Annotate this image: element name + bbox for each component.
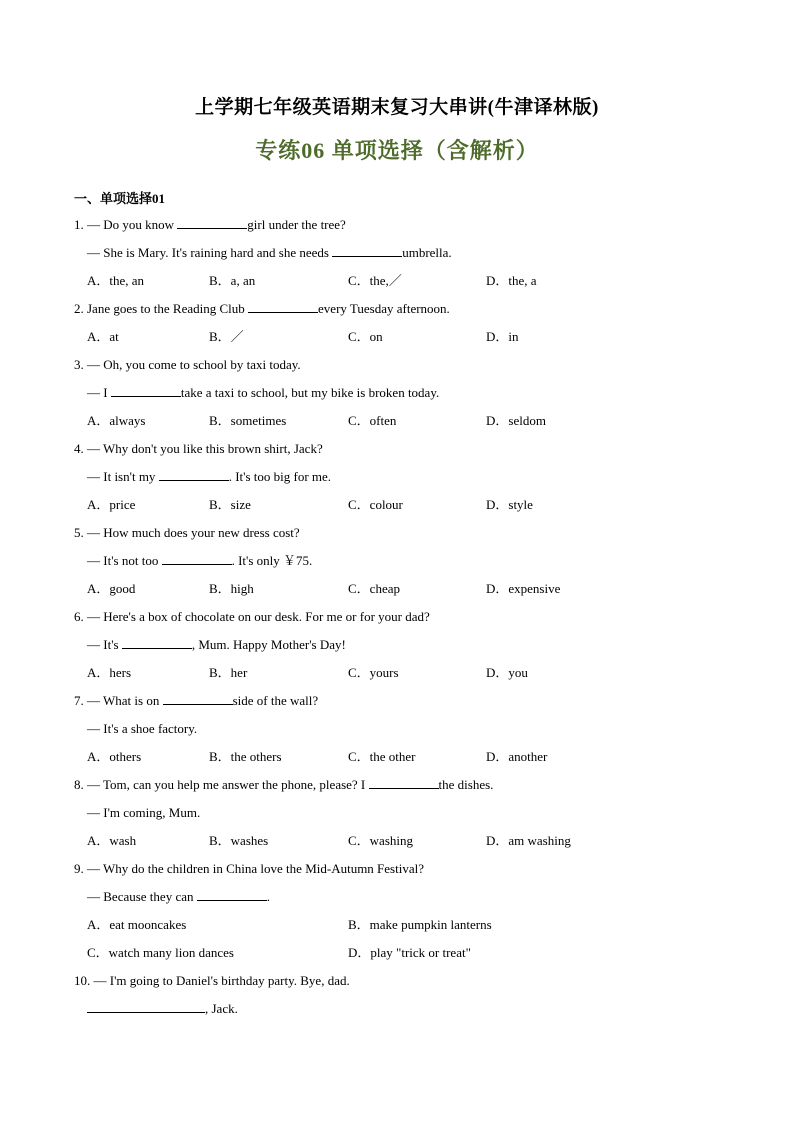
answer-blank[interactable] xyxy=(87,1000,205,1013)
question-8-line-2: — I'm coming, Mum. xyxy=(87,805,201,820)
option-a[interactable]: A．others xyxy=(87,749,142,764)
question-6-line-1: 6. — Here's a box of chocolate on our desk. For me or for your dad? xyxy=(74,609,430,624)
option-a[interactable]: A．price xyxy=(87,497,136,512)
option-c[interactable]: C．watch many lion dances xyxy=(87,945,234,960)
option-c[interactable]: C．cheap xyxy=(348,581,400,596)
option-b[interactable]: B．sometimes xyxy=(209,413,287,428)
question-9-line-1: 9. — Why do the children in China love the Mid-Autumn Festival? xyxy=(74,861,424,876)
option-a[interactable]: A．at xyxy=(87,329,119,344)
answer-blank[interactable] xyxy=(197,888,267,901)
option-d[interactable]: D．style xyxy=(486,497,533,512)
answer-blank[interactable] xyxy=(332,244,402,257)
question-1-line-2: — She is Mary. It's raining hard and she needs umbrella. xyxy=(87,245,452,260)
answer-blank[interactable] xyxy=(159,468,229,481)
question-7-line-2: — It's a shoe factory. xyxy=(87,721,198,736)
option-c[interactable]: C．the,／ xyxy=(348,273,402,288)
option-c[interactable]: C．the other xyxy=(348,749,416,764)
question-10-line-2: , Jack. xyxy=(87,999,238,1019)
answer-blank[interactable] xyxy=(111,384,181,397)
question-5-line-1: 5. — How much does your new dress cost? xyxy=(74,525,300,540)
question-6-line-2: — It's , Mum. Happy Mother's Day! xyxy=(87,637,346,652)
question-5-line-2: — It's not too . It's only ￥75. xyxy=(87,553,313,568)
question-4-line-2: — It isn't my . It's too big for me. xyxy=(87,469,332,484)
document-subtitle: 专练06 单项选择（含解析） xyxy=(255,138,539,163)
option-d[interactable]: D．seldom xyxy=(486,413,546,428)
document-title: 上学期七年级英语期末复习大串讲(牛津译林版) xyxy=(195,97,599,118)
option-c[interactable]: C．washing xyxy=(348,833,414,848)
option-d[interactable]: D．expensive xyxy=(486,581,561,596)
option-b[interactable]: B．high xyxy=(209,581,254,596)
option-b[interactable]: B．make pumpkin lanterns xyxy=(348,917,492,932)
question-7-line-1: 7. — What is on side of the wall? xyxy=(74,693,319,708)
option-c[interactable]: C．often xyxy=(348,413,397,428)
option-d[interactable]: D．in xyxy=(486,329,519,344)
answer-blank[interactable] xyxy=(177,216,247,229)
option-b[interactable]: B．／ xyxy=(209,329,244,344)
option-d[interactable]: D．am washing xyxy=(486,833,571,848)
option-a[interactable]: A．the, an xyxy=(87,273,145,288)
option-a[interactable]: A．hers xyxy=(87,665,132,680)
question-9-line-2: — Because they can . xyxy=(87,889,270,904)
option-a[interactable]: A．eat mooncakes xyxy=(87,917,187,932)
option-d[interactable]: D．you xyxy=(486,665,528,680)
option-a[interactable]: A．good xyxy=(87,581,136,596)
option-c[interactable]: C．colour xyxy=(348,497,403,512)
question-4-line-1: 4. — Why don't you like this brown shirt, Jack? xyxy=(74,441,323,456)
option-b[interactable]: B．size xyxy=(209,497,251,512)
question-8-line-1: 8. — Tom, can you help me answer the phone, please? I the dishes. xyxy=(74,777,494,792)
option-a[interactable]: A．wash xyxy=(87,833,137,848)
option-c[interactable]: C．yours xyxy=(348,665,399,680)
answer-blank[interactable] xyxy=(369,776,439,789)
option-a[interactable]: A．always xyxy=(87,413,146,428)
option-b[interactable]: B．the others xyxy=(209,749,282,764)
answer-blank[interactable] xyxy=(122,636,192,649)
option-b[interactable]: B．a, an xyxy=(209,273,256,288)
question-1-line-1: 1. — Do you know girl under the tree? xyxy=(74,217,346,232)
option-d[interactable]: D．play "trick or treat" xyxy=(348,945,471,960)
option-d[interactable]: D．the, a xyxy=(486,273,537,288)
option-b[interactable]: B．her xyxy=(209,665,248,680)
question-2-line-1: 2. Jane goes to the Reading Club every Tuesday afternoon. xyxy=(74,301,450,316)
question-3-line-2: — I take a taxi to school, but my bike is broken today. xyxy=(87,385,440,400)
option-c[interactable]: C．on xyxy=(348,329,383,344)
question-3-line-1: 3. — Oh, you come to school by taxi today. xyxy=(74,357,301,372)
answer-blank[interactable] xyxy=(163,692,233,705)
option-b[interactable]: B．washes xyxy=(209,833,269,848)
answer-blank[interactable] xyxy=(248,300,318,313)
option-d[interactable]: D．another xyxy=(486,749,548,764)
answer-blank[interactable] xyxy=(162,552,232,565)
question-10-line-1: 10. — I'm going to Daniel's birthday party. Bye, dad. xyxy=(74,973,350,988)
section-heading: 一、单项选择01 xyxy=(74,191,166,206)
